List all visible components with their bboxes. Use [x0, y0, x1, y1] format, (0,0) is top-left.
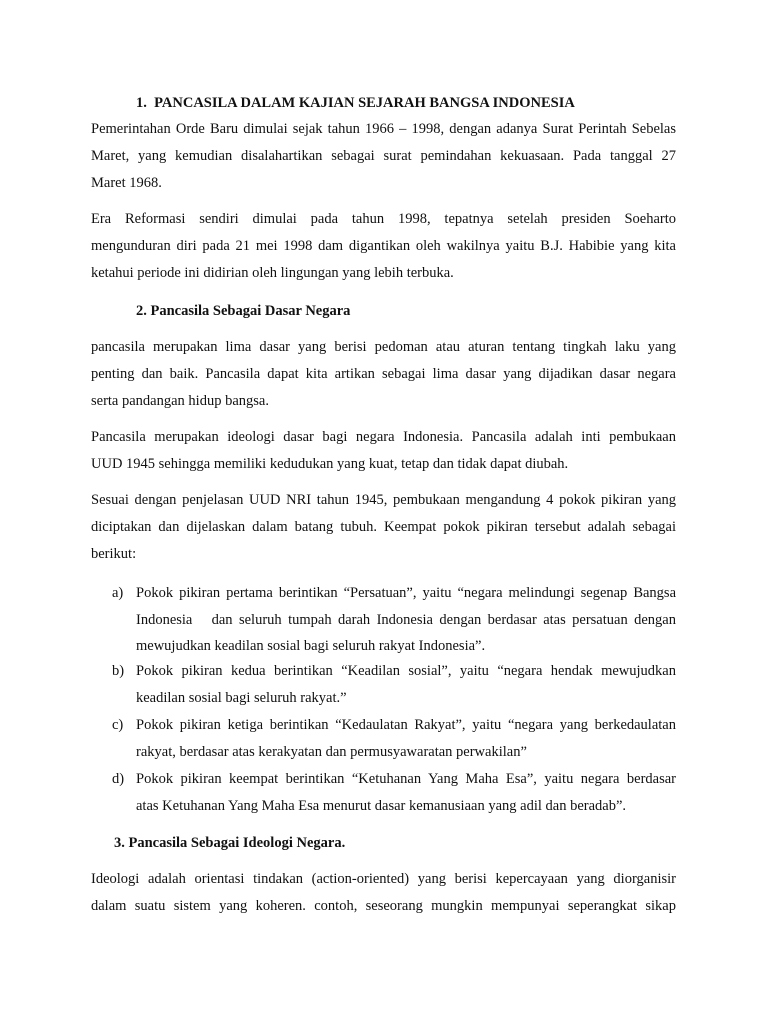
text-line: serta pandangan hidup bangsa.	[91, 393, 269, 409]
text-line: keadilan sosial bagi seluruh rakyat.”	[136, 689, 347, 706]
section-2-paragraph-1	[91, 334, 676, 415]
list-marker: d)	[112, 771, 125, 787]
section-2-paragraph-2	[91, 424, 676, 478]
section-2-paragraph-3	[91, 487, 676, 568]
text-line: mewujudkan keadilan sosial bagi seluruh rakyat Indonesia”.	[136, 638, 486, 654]
text-line: rakyat, berdasar atas kerakyatan dan permusyawaratan perwakilan”	[136, 743, 527, 760]
section-1-paragraph-2	[91, 206, 676, 287]
section-1-heading	[136, 93, 575, 113]
text-line: atas Ketuhanan Yang Maha Esa menurut dasar kemanusiaan yang adil dan beradab”.	[136, 797, 627, 814]
text-line: pancasila merupakan lima dasar yang berisi pedoman atau aturan tentang tingkah laku yang	[91, 339, 676, 355]
text-line: Pokok pikiran ketiga berintikan “Kedaulatan Rakyat”, yaitu “negara yang berkedaulatan	[136, 717, 676, 733]
text-line: diciptakan dan dijelaskan dalam batang tubuh. Keempat pokok pikiran tersebut adalah sebagai	[91, 519, 676, 535]
text-line: Pemerintahan Orde Baru dimulai sejak tahun 1966 – 1998, dengan adanya Surat Perintah Sebelas	[91, 121, 676, 137]
text-line: Ideologi adalah orientasi tindakan (action-oriented) yang berisi kepercayaan yang diorganisir	[91, 871, 676, 887]
list-marker: c)	[112, 717, 124, 733]
text-line: Pokok pikiran kedua berintikan “Keadilan sosial”, yaitu “negara hendak mewujudkan	[136, 663, 676, 679]
section-1-number: 1.	[136, 95, 147, 111]
section-3-heading: 3. Pancasila Sebagai Ideologi Negara.	[114, 835, 346, 851]
text-line: Pancasila merupakan ideologi dasar bagi negara Indonesia. Pancasila adalah inti pembukaan	[91, 429, 676, 445]
section-1-title: PANCASILA DALAM KAJIAN SEJARAH BANGSA INDONESIA	[154, 95, 575, 111]
section-2-heading: 2. Pancasila Sebagai Dasar Negara	[136, 303, 351, 319]
text-line: Era Reformasi sendiri dimulai pada tahun 1998, tepatnya setelah presiden Soeharto	[91, 211, 676, 227]
list-marker: a)	[112, 585, 124, 601]
text-line: Pokok pikiran pertama berintikan “Persatuan”, yaitu “negara melindungi segenap Bangsa	[136, 585, 676, 601]
text-line: dalam suatu sistem yang koheren. contoh, seseorang mungkin mempunyai seperangkat sikap	[91, 898, 676, 914]
text-line: Indonesia dan seluruh tumpah darah Indonesia dengan berdasar atas persatuan dengan	[136, 611, 676, 628]
text-line: Pokok pikiran keempat berintikan “Ketuhanan Yang Maha Esa”, yaitu negara berdasar	[136, 771, 676, 787]
text-line: Maret 1968.	[91, 175, 162, 191]
list-marker: b)	[112, 663, 125, 679]
text-line: ketahui periode ini didirian oleh lingungan yang lebih terbuka.	[91, 265, 454, 281]
text-line: Sesuai dengan penjelasan UUD NRI tahun 1945, pembukaan mengandung 4 pokok pikiran yang	[91, 492, 676, 508]
text-line: UUD 1945 sehingga memiliki kedudukan yang kuat, tetap dan tidak dapat diubah.	[91, 456, 569, 472]
section-1-paragraph-1	[91, 116, 676, 197]
text-line: penting dan baik. Pancasila dapat kita artikan sebagai lima dasar yang dijadikan dasar negara	[91, 366, 676, 382]
text-line: mengunduran diri pada 21 mei 1998 dam digantikan oleh wakilnya yaitu B.J. Habibie yang kita	[91, 238, 676, 254]
section-3-paragraph-1	[91, 866, 676, 920]
text-line: berikut:	[91, 546, 137, 562]
text-line: Maret, yang kemudian disalahartikan sebagai surat pemindahan kekuasaan. Pada tanggal 27	[91, 148, 676, 164]
